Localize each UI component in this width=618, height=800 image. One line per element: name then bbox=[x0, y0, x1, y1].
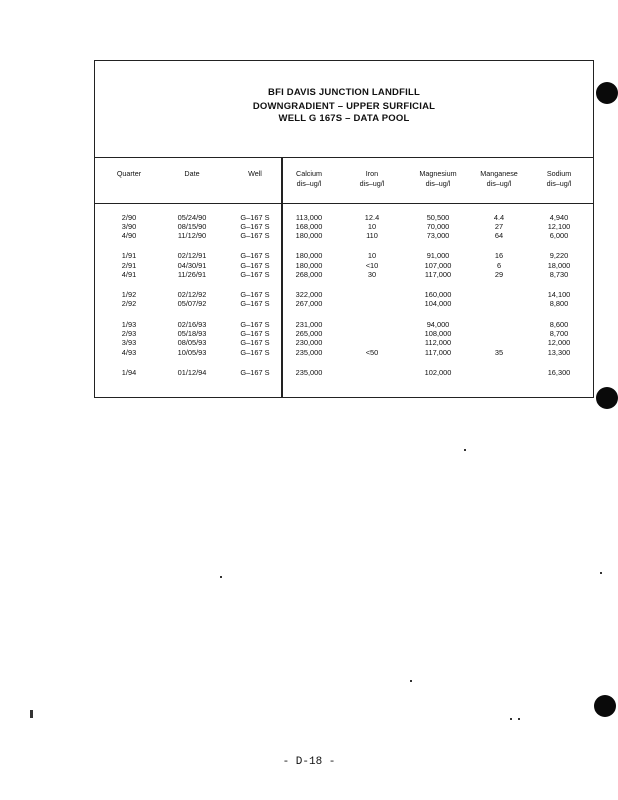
table-cell: 117,000 bbox=[424, 348, 452, 357]
table-cell: 10/05/93 bbox=[177, 348, 207, 357]
column-header bbox=[406, 169, 470, 189]
table-cell: 4,940 bbox=[549, 213, 569, 222]
table-cell: 05/07/92 bbox=[177, 299, 207, 308]
table-cell: 3/90 bbox=[121, 222, 137, 231]
table-cell: 30 bbox=[367, 270, 377, 279]
table-cell: 6,000 bbox=[549, 231, 569, 240]
scan-speck bbox=[30, 710, 33, 718]
binder-hole-middle bbox=[596, 387, 618, 409]
table-cell: 108,000 bbox=[424, 329, 452, 338]
column-header-label: Sodium bbox=[546, 169, 572, 178]
table-cell: 102,000 bbox=[424, 368, 452, 377]
column-header-label: Quarter bbox=[116, 169, 142, 178]
table-cell: G–167 S bbox=[240, 222, 270, 231]
column-header-label: Magnesium bbox=[419, 169, 457, 178]
table-cell: 12,000 bbox=[547, 338, 571, 347]
table-cell: 8,730 bbox=[549, 270, 569, 279]
table-cell: 12,100 bbox=[547, 222, 571, 231]
table-cell: G–167 S bbox=[240, 290, 270, 299]
table-cell: G–167 S bbox=[240, 299, 270, 308]
table-cell: G–167 S bbox=[240, 231, 270, 240]
table-cell: 14,100 bbox=[547, 290, 571, 299]
binder-hole-top bbox=[596, 82, 618, 104]
table-cell: 16,300 bbox=[547, 368, 571, 377]
table-cell: 4/93 bbox=[121, 348, 137, 357]
table-cell: 1/91 bbox=[121, 251, 137, 260]
table-cell: G–167 S bbox=[240, 329, 270, 338]
column-header bbox=[340, 169, 404, 189]
table-cell: 268,000 bbox=[295, 270, 323, 279]
table-cell: 12.4 bbox=[364, 213, 380, 222]
scan-speck bbox=[464, 449, 466, 451]
table-cell: 2/93 bbox=[121, 329, 137, 338]
table-cell: 230,000 bbox=[295, 338, 323, 347]
column-header-unit: dis–ug/l bbox=[359, 179, 385, 188]
table-cell: 64 bbox=[494, 231, 504, 240]
table-cell: 94,000 bbox=[426, 320, 450, 329]
table-cell: 231,000 bbox=[295, 320, 323, 329]
column-header-unit: dis–ug/l bbox=[486, 179, 512, 188]
table-header-row bbox=[95, 157, 593, 204]
scan-speck bbox=[600, 572, 602, 574]
table-cell: 180,000 bbox=[295, 261, 323, 270]
table-cell: 1/92 bbox=[121, 290, 137, 299]
table-cell: 112,000 bbox=[424, 338, 452, 347]
table-cell: 08/05/93 bbox=[177, 338, 207, 347]
table-cell: 18,000 bbox=[547, 261, 571, 270]
table-cell: G–167 S bbox=[240, 348, 270, 357]
table-cell: 8,600 bbox=[549, 320, 569, 329]
table-cell: G–167 S bbox=[240, 261, 270, 270]
table-cell: 180,000 bbox=[295, 251, 323, 260]
column-header-unit: dis–ug/l bbox=[296, 179, 322, 188]
table-cell: 107,000 bbox=[424, 261, 452, 270]
binder-hole-bottom bbox=[594, 695, 616, 717]
table-cell: 235,000 bbox=[295, 348, 323, 357]
column-header-label: Calcium bbox=[296, 169, 322, 178]
table-cell: 113,000 bbox=[295, 213, 323, 222]
table-cell: G–167 S bbox=[240, 368, 270, 377]
table-cell: 3/93 bbox=[121, 338, 137, 347]
table-cell: 117,000 bbox=[424, 270, 452, 279]
table-cell: 16 bbox=[494, 251, 504, 260]
data-table-frame bbox=[94, 60, 594, 398]
table-cell: 1/94 bbox=[121, 368, 137, 377]
column-header-label: Date bbox=[184, 169, 200, 178]
table-cell: G–167 S bbox=[240, 338, 270, 347]
table-cell: 160,000 bbox=[424, 290, 452, 299]
column-header bbox=[467, 169, 531, 189]
table-cell: G–167 S bbox=[240, 320, 270, 329]
title-line-3: WELL G 167S – DATA POOL bbox=[278, 113, 410, 124]
table-cell: <10 bbox=[365, 261, 379, 270]
table-cell: 4/91 bbox=[121, 270, 137, 279]
table-cell: 05/18/93 bbox=[177, 329, 207, 338]
scan-speck bbox=[518, 718, 520, 720]
table-cell: <50 bbox=[365, 348, 379, 357]
column-header bbox=[97, 169, 161, 179]
table-cell: 8,800 bbox=[549, 299, 569, 308]
table-cell: 73,000 bbox=[426, 231, 450, 240]
table-cell: 02/12/91 bbox=[177, 251, 207, 260]
page-number: - D-18 - bbox=[282, 756, 336, 768]
table-cell: 2/90 bbox=[121, 213, 137, 222]
table-cell: 4/90 bbox=[121, 231, 137, 240]
table-cell: 2/92 bbox=[121, 299, 137, 308]
table-cell: 91,000 bbox=[426, 251, 450, 260]
table-cell: 50,500 bbox=[426, 213, 450, 222]
column-header bbox=[277, 169, 341, 189]
table-cell: 13,300 bbox=[547, 348, 571, 357]
table-cell: 04/30/91 bbox=[177, 261, 207, 270]
table-cell: 01/12/94 bbox=[177, 368, 207, 377]
table-cell: 2/91 bbox=[121, 261, 137, 270]
table-cell: G–167 S bbox=[240, 251, 270, 260]
table-cell: 4.4 bbox=[493, 213, 505, 222]
table-cell: 9,220 bbox=[549, 251, 569, 260]
table-cell: 70,000 bbox=[426, 222, 450, 231]
column-header-label: Well bbox=[248, 169, 262, 178]
table-cell: G–167 S bbox=[240, 213, 270, 222]
table-cell: 29 bbox=[494, 270, 504, 279]
table-cell: 35 bbox=[494, 348, 504, 357]
title-block bbox=[95, 61, 593, 158]
table-cell: 05/24/90 bbox=[177, 213, 207, 222]
table-cell: 267,000 bbox=[295, 299, 323, 308]
table-cell: 11/26/91 bbox=[177, 270, 207, 279]
table-cell: G–167 S bbox=[240, 270, 270, 279]
table-cell: 27 bbox=[494, 222, 504, 231]
table-cell: 10 bbox=[367, 251, 377, 260]
column-header bbox=[160, 169, 224, 179]
table-cell: 10 bbox=[367, 222, 377, 231]
scan-speck bbox=[410, 680, 412, 682]
table-cell: 08/15/90 bbox=[177, 222, 207, 231]
scan-speck bbox=[220, 576, 222, 578]
column-header-unit: dis–ug/l bbox=[546, 179, 572, 188]
table-cell: 02/12/92 bbox=[177, 290, 207, 299]
table-cell: 8,700 bbox=[549, 329, 569, 338]
title-line-2: DOWNGRADIENT – UPPER SURFICIAL bbox=[252, 101, 436, 112]
table-cell: 6 bbox=[496, 261, 502, 270]
table-cell: 11/12/90 bbox=[177, 231, 207, 240]
title-line-1: BFI DAVIS JUNCTION LANDFILL bbox=[268, 87, 420, 98]
table-cell: 104,000 bbox=[424, 299, 452, 308]
column-header-label: Iron bbox=[365, 169, 379, 178]
table-cell: 02/16/93 bbox=[177, 320, 207, 329]
table-cell: 322,000 bbox=[295, 290, 323, 299]
table-cell: 180,000 bbox=[295, 231, 323, 240]
table-cell: 265,000 bbox=[295, 329, 323, 338]
table-cell: 168,000 bbox=[295, 222, 323, 231]
column-header-label: Manganese bbox=[480, 169, 518, 178]
table-cell: 235,000 bbox=[295, 368, 323, 377]
table-cell: 110 bbox=[366, 231, 378, 240]
table-cell: 1/93 bbox=[121, 320, 137, 329]
scan-speck bbox=[510, 718, 512, 720]
column-header bbox=[527, 169, 591, 189]
column-header-unit: dis–ug/l bbox=[425, 179, 451, 188]
